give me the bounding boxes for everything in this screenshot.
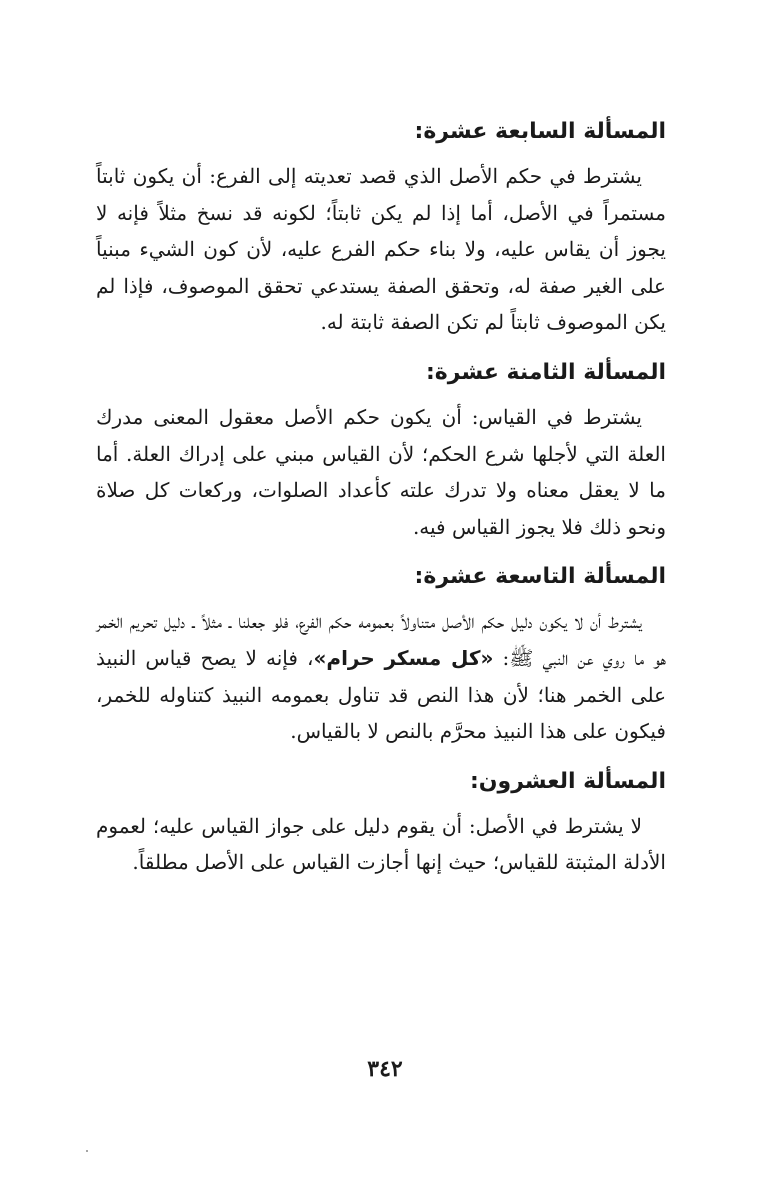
hadith-quote: «كل مسكر حرام»	[313, 645, 494, 670]
section-text-19-after: ، فإنه لا يصح قياس النبيذ على الخمر هنا؛ لأن هذا النص قد تناول بعمومه النبيذ كتناوله للخمر، فيكون على هذا النبيذ محرَّم بالنص لا بالقياس.	[96, 645, 666, 744]
section-heading-19: المسألة التاسعة عشرة:	[414, 564, 666, 590]
section-heading-17: المسألة السابعة عشرة:	[414, 119, 666, 144]
section-heading-18: المسألة الثامنة عشرة:	[426, 359, 666, 385]
section-text-17: يشترط في حكم الأصل الذي قصد تعديته إلى الفرع: أن يكون ثابتاً مستمراً في الأصل، أما إذا لم يكن ثابتاً؛ لكونه قد نسخ مثلاً فإنه لا يجوز أن يقاس عليه، ولا بناء حكم الفرع عليه، لأن كون الشيء مبنياً على الغير صفة له، وتحقق الصفة يستدعي تحقق الموصوف، فإذا لم يكن الموصوف ثابتاً لم تكن الصفة ثابتة له.	[96, 164, 666, 335]
section-text-19-before: يشترط أن لا يكون دليل حكم الأصل متناولاً بعمومه حكم الفرع، فلو جعلنا ـ مثلاً ـ دليل تحريم الخمر هو ما روي عن النبي ﷺ:	[96, 609, 666, 670]
section-text-18: يشترط في القياس: أن يكون حكم الأصل معقول المعنى مدرك العلة التي لأجلها شرع الحكم؛ لأن القياس مبني على إدراك العلة. أما ما لا يعقل معناه ولا تدرك علته كأعداد الصلوات، وركعات كل صلاة ونحو ذلك فلا يجوز القياس فيه.	[96, 404, 666, 539]
scan-speck	[86, 1150, 88, 1152]
page-body	[96, 104, 666, 895]
page-number: ٣٤٢	[367, 1056, 403, 1082]
section-text-19	[96, 603, 666, 749]
section-heading-20: المسألة العشرون:	[469, 768, 666, 794]
section-text-20: لا يشترط في الأصل: أن يقوم دليل على جواز القياس عليه؛ لعموم الأدلة المثبتة للقياس؛ حيث إنها أجازت القياس على الأصل مطلقاً.	[96, 813, 666, 875]
